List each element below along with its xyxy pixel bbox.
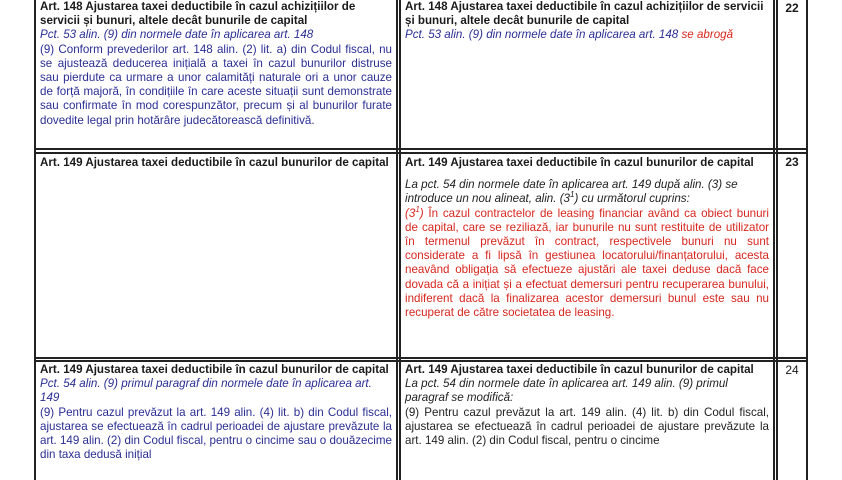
- right-column-left-border: [399, 0, 401, 480]
- row-22-right-reference-text: Pct. 53 alin. (9) din normele date în aplicarea art. 148: [405, 28, 679, 42]
- row-23-number: 23: [785, 155, 799, 169]
- row-24-right-body: (9) Pentru cazul prevăzut la art. 149 alin. (4) lit. b) din Codul fiscal, ajustarea se efectuează în cadrul perioadei de ajustare prevăzute la art. 149 alin. (2) din Codul fiscal, pentru o cincime: [405, 405, 769, 448]
- number-column-left-border: [776, 0, 778, 480]
- row-22-left-reference: Pct. 53 alin. (9) din normele date în aplicarea art. 148: [40, 28, 314, 42]
- row-22-right-abrogation: se abrogă: [681, 28, 734, 42]
- row-23-top-border: [34, 152, 806, 154]
- row-23-right-reference: [405, 178, 769, 206]
- row-23-right-body: $(3^1)$ În cazul contractelor de leasing financiar având ca obiect bunuri de capital, care se reziliază, iar bunurile nu sunt restituite de utilizator în termenul prevăzut în contract, respectivele bunuri nu sunt considerate a fi lipsă în gestiunea locatorului/finanțatorului, acesta neavând obligația să efectueze ajustări ale taxei deduse dacă face dovada că a inițiat și a efectuat demersuri pentru recuperarea bunului, indiferent dacă la finalizarea acestor demersuri bunul este sau nu recuperat de către societatea de leasing.: [405, 204, 769, 320]
- row-23-bottom-border: [34, 357, 806, 359]
- row-23-right-reference-pre: La pct. 54 din normele date în aplicarea art. 149 după alin. (3) se introduce un nou alineat, alin. (3: [405, 178, 738, 206]
- row-24-top-border: [34, 360, 806, 362]
- row-24-right-cell: [402, 363, 773, 480]
- row-23-right-title: Art. 149 Ajustarea taxei deductibile în cazul bunurilor de capital: [405, 156, 754, 169]
- row-23-right-reference-sup: 1: [570, 190, 575, 200]
- row-24-left-title: Art. 149 Ajustarea taxei deductibile în cazul bunurilor de capital: [40, 363, 389, 376]
- row-23-right-cell: [402, 156, 773, 356]
- left-column-right-border: [396, 0, 398, 480]
- row-22-right-cell: [402, 0, 773, 148]
- table-right-border: [806, 0, 808, 480]
- row-22-right-reference: [405, 28, 769, 42]
- row-24-left-body: (9) Pentru cazul prevăzut la art. 149 alin. (4) lit. b) din Codul fiscal, ajustarea se efectuează în cadrul perioadei de ajustare prevăzute la art. 149 alin. (2) din Codul fiscal, pentru o cincime sau o douăzecime din taxa dedusă inițial: [40, 405, 392, 462]
- row-24-left-reference: Pct. 54 alin. (9) primul paragraf din normele date în aplicarea art. 149: [40, 377, 372, 405]
- row-24-right-title: Art. 149 Ajustarea taxei deductibile în cazul bunurilor de capital: [405, 363, 754, 376]
- row-23-right-body-sup: 1: [415, 204, 420, 214]
- right-column-right-border: [773, 0, 775, 480]
- row-22-left-body: (9) Conform prevederilor art. 148 alin. (2) lit. a) din Codul fiscal, nu se ajustează deducerea inițială a taxei în cazul bunurilor distruse sau pierdute ca urmare a unor calamități naturale ori a unor cauze de forță majoră, în condițiile în care aceste situații sunt demonstrate sau confirmate în mod corespunzător, precum și al bunurilor furate dovedite legal prin hotărâre judecătorească definitivă.: [40, 42, 392, 127]
- row-22-right-title: Art. 148 Ajustarea taxei deductibile în cazul achizițiilor de servicii și bunuri, altele decât bunurile de capital: [405, 0, 764, 28]
- row-24-left-cell: [37, 363, 396, 480]
- row-24-right-reference: La pct. 54 din normele date în aplicarea art. 149 alin. (9) primul paragraf se modifică:: [405, 377, 728, 405]
- row-22-bottom-border: [34, 148, 806, 150]
- row-23-left-cell: [37, 156, 396, 356]
- table-left-border: [34, 0, 36, 480]
- row-22-left-title: Art. 148 Ajustarea taxei deductibile în cazul achizițiilor de servicii și bunuri, altele decât bunurile de capital: [40, 0, 356, 28]
- row-22-number: 22: [785, 1, 799, 15]
- row-24-number: 24: [785, 363, 799, 377]
- row-23-left-title: Art. 149 Ajustarea taxei deductibile în cazul bunurilor de capital: [40, 156, 389, 169]
- row-23-right-body-pre: (3: [405, 206, 416, 220]
- row-22-left-cell: [37, 0, 396, 148]
- row-23-right-reference-post: ) cu următorul cuprins:: [574, 192, 690, 206]
- row-23-right-body-text: În cazul contractelor de leasing financiar având ca obiect bunuri de capital, care se reziliază, iar bunurile nu sunt restituite de utilizator în termenul prevăzut în contract, respectivele bunuri nu sunt considerate a fi lipsă în gestiunea locatorului/finanțatorului, acesta neavând obligația să efectueze ajustări ale taxei deduse dacă face dovada că a inițiat și a efectuat demersuri pentru recuperarea bunului, indiferent dacă la finalizarea acestor demersuri bunul este sau nu recuperat de către societatea de leasing.: [405, 206, 769, 320]
